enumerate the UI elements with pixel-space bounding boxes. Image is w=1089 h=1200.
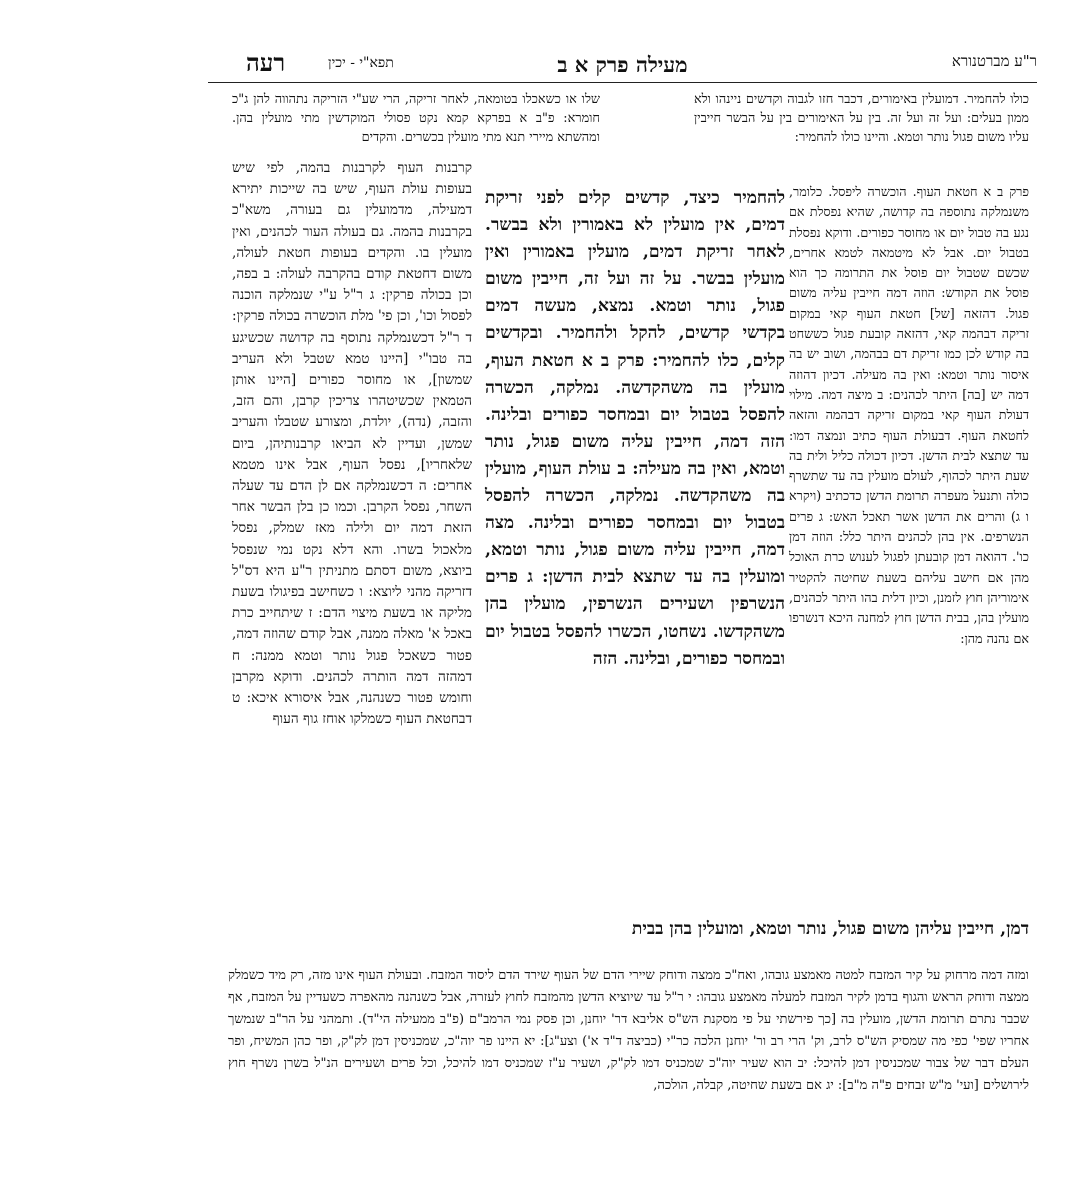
page-number: רעה xyxy=(246,48,286,77)
bartenura-top-text: כולו להחמיר. דמועלין באימורים, דכבר חזו לגבוה וקדשים ניינהו ולא ממון בעלים: ועל זה ועל זה. בין על האימורים בין על הבשר חייבין עליו משום פגול נותר וטמא. והיינו כולו להחמיר: xyxy=(694,92,1029,145)
yachin-tag: תפא"י - יכין xyxy=(328,55,394,71)
yachin-commentary-column: קרבנות העוף לקרבנות בהמה, לפי שיש בעופות עולת העוף, שיש בה שייכות יתירא דמעילה, מדמועלין גם בעורה, משא"כ בקרבנות בהמה. גם בעולה העור לכהנים, ואין מועלין בו. והקדים בעופות חטאת לעולה, משום דחטאת קודם בהקרבה לעולה: ב בפה, וכן בכולה פרקין: ג ר"ל ע"י שנמלקה הוכנה לפסול וכו', וכן פי' מלת הוכשרה בכולה פרקין: ד ר"ל דכשנמלקה נתוסף בה קדושה שכשיגע בה טבו"י [היינו טמא שטבל ולא העריב שמשון], או מחוסר כפורים [היינו אותן הטמאין שכשיטהרו צריכין קרבן, והם הזב, והזבה, (נדה), יולדת, ומצורע שטבלו והעריב שמשן, ועדיין לא הביאו קרבנותיהן, ביום שלאחריו], נפסל העוף, אבל אינו מטמא אחרים: ה דכשנמלקה אם לן הדם עד שעלה השחר, נפסל הקרבן. וכמו כן בלן הבשר אחר הזאת דמה יום ולילה מאז שמלק, נפסל מלאכול בשרו. והא דלא נקט נמי שנפסל ביוצא, משום דסתם מתניתין ר"ע היא דס"ל דזריקה מהני ליוצא: ו כשחישב בפיגולו בשעת מליקה או בשעת מיצוי הדם: ז שיתחייב כרת באכל א' מאלה ממנה, אבל קודם שהוזה דמה, פטור כשאכל פגול נותר וטמא ממנה: ח דמהזה דמה הותרה לכהנים. ודוקא מקרבן וחומש פטור כשנהנה, אבל איסורא איכא: ט דבחטאת העוף כשמלקו אוחז גוף העוף xyxy=(232,160,472,728)
bartenura-commentary-column: פרק ב א חטאת העוף. הוכשרה ליפסל. כלומר, משנמלקה נתוספה בה קדושה, שהיא נפסלת אם נגע בה טבול יום או מחוסר כפורים. ודוקא נפסלת בטבול יום. אבל לא מיטמאה לטמא אחרים, שכשם שטבול יום פוסל את התרומה כך הוא פוסל את הקודש: הוזה דמה חייבין עליה משום פגול. דהזאה [של] חטאת העוף קאי במקום זריקה דבהמה קאי, דהזאה קובעת פגול כששחט בה קודש לכן כמו זריקת דם בבהמה, ושוב יש בה איסור נותר וטמא: ואין בה מעילה. דכיון דהוזה דמה יש [בה] היתר לכהנים: ב מיצה דמה. מילוי דעולת העוף קאי במקום זריקה דבהמה והזאה לחטאת העוף. דבעולת העוף כתיב ונמצה דמו: עד שתצא לבית הדשן. דכיון דכולה כליל ולית בה שעת היתר לכהוף, לעולם מועלין בה עד שתשרף כולה ותנעל מעפרה תרומת הדשן כדכתיב (ויקרא ו ג) והרים את הדשן אשר תאכל האש: ג פרים הנשרפים. אין בהן לכהנים היתר כלל: הוזה דמן כו'. דהואה דמן קובעתן לפגול לענוש כרת האוכל מהן אם חישב עליהם בשעת שחיטה להקטיר אימוריהן חוץ לזמנן, וכיון דלית בהו היתר לכהנים, מועלין בהן, בבית הדשן חוץ למחנה היכא דנשרפו אם נהנה מהן: xyxy=(789,184,1029,646)
page-header xyxy=(208,48,1037,83)
yachin-top-text: שלו או כשאכלו בטומאה, לאחר זריקה, הרי שע"י הזריקה נתהווה להן ג"כ חומרא: פ"ב א בפרקא קמא נקט פסולי המוקדשין מתי מועלין בהן. ומהשתא מיירי תנא מתי מועלין בכשרים. והקדים xyxy=(232,92,600,145)
mishnah-main-text: להחמיר כיצד, קדשים קלים לפני זריקת דמים, אין מועלין לא באמורין ולא בבשר. לאחר זריקת דמים, מועלין באמורין ואין מועלין בבשר. על זה ועל זה, חייבין משום פגול, נותר וטמא. נמצא, מעשה דמים בקדשי קדשים, להקל ולהחמיר. ובקדשים קלים, כלו להחמיר: פרק ב א חטאת העוף, מועלין בה משהקדשה. נמלקה, הכשרה להפסל בטבול יום ובמחסר כפורים ובלינה. הזה דמה, חייבין עליה משום פגול, נותר וטמא, ואין בה מעילה: ב עולת העוף, מועלין בה משהקדשה. נמלקה, הכשרה להפסל בטבול יום ובמחסר כפורים ובלינה. מצה דמה, חייבין עליה משום פגול, נותר וטמא, ומועלין בה עד שתצא לבית הדשן: ג פרים הנשרפין ושעירים הנשרפין, מועלין בהן משהקדשו. נשחטו, הכשרו להפסל בטבול יום ובמחסר כפורים, ובלינה. הזה xyxy=(485,188,785,669)
commentary-title: ר"ע מברטנורא xyxy=(951,52,1037,70)
footnotes-block: ומזה דמה מרחוק על קיר המזבח למטה מאמצע גובהו, ואח"כ ממצה ודוחק שיירי הדם של העוף שירד הדם ליסוד המזבח. ובעולת העוף אינו מזה, רק מיד כשמלק ממצה ודוחק הראש והגוף בדמן לקיר המזבח למעלה מאמצע גובהו: י ר"ל עד שיוציא הדשן מהמזבח לחוץ לעזרה, אבל כשנהנה מהאפרה כשעדיין על המזבח, אף שכבר נתרם תרומת הדשן, מועלין בה [כך פירשתי על פי מסקנת הש"ס אליבא דר' יוחנן, וכן פסק נמי הרמב"ם (פ"ב ממעילה הי"ד). ותמהני על הר"ב שנמשך אחריו שפי' כפי מה שמסיק הש"ס לרב, וק' הרי רב ור' יוחנן הלכה כר"י (כביצה ד"ד א') וצע"ג]: יא היינו פר יוה"כ, שמכניסין דמן לק"ק, ופר כהן המשיח, ופר העלם דבר של צבור שמכניסין דמן להיכל: יב הוא שעיר יוה"כ שמכניס דמו לק"ק, ושעיר ע"ז שמכניס דמו להיכל, וכל פרים ושעירים הנ"ל בשרן נשרף חוץ לירושלים [ועי' מ"ש זבחים פ"ה מ"ב]: יג אם בשעת שחיטה, קבלה, הולכה, xyxy=(228,968,1029,1093)
mishnah-tail-line: דמן, חייבין עליהן משום פגול, נותר וטמא, ומועלין בהן בבית xyxy=(631,919,1029,939)
tractate-title: מעילה פרק א ב xyxy=(557,52,688,77)
